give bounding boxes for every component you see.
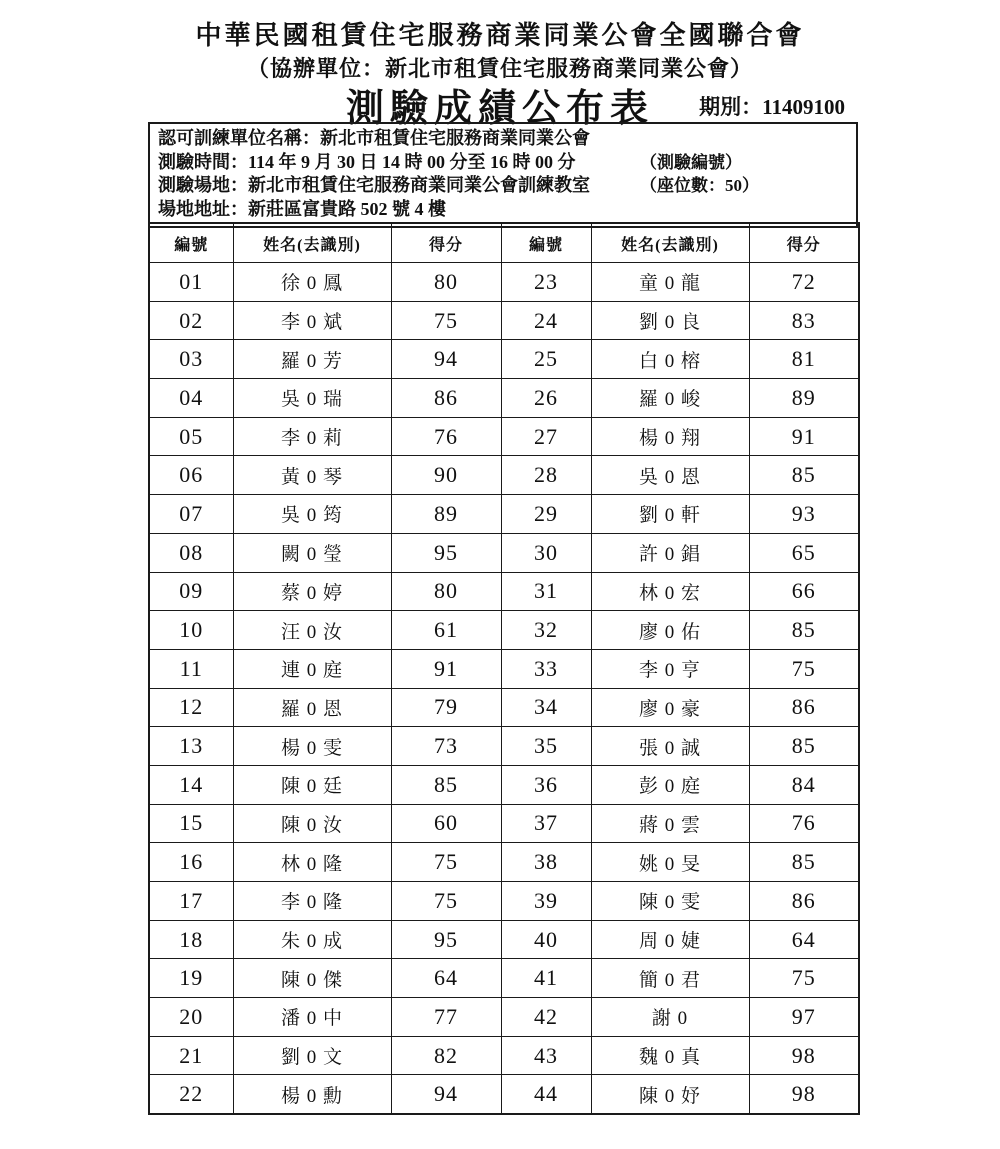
table-row	[149, 495, 859, 534]
table-row	[149, 611, 859, 650]
candidate-name-cell: 許 0 錩	[591, 533, 749, 572]
score-cell: 75	[749, 959, 859, 998]
candidate-name-cell: 簡 0 君	[591, 959, 749, 998]
score-cell: 66	[749, 572, 859, 611]
score-cell: 85	[749, 843, 859, 882]
candidate-name-cell: 白 0 榕	[591, 340, 749, 379]
info-training-unit: 認可訓練單位名稱：新北市租賃住宅服務商業同業公會	[158, 128, 590, 148]
exam-info-box	[148, 122, 858, 228]
candidate-number-cell: 29	[501, 495, 591, 534]
score-cell: 90	[391, 456, 501, 495]
candidate-number-cell: 42	[501, 998, 591, 1037]
table-row	[149, 417, 859, 456]
candidate-name-cell: 林 0 隆	[233, 843, 391, 882]
candidate-number-cell: 31	[501, 572, 591, 611]
table-row	[149, 882, 859, 921]
candidate-name-cell: 彭 0 庭	[591, 765, 749, 804]
period-label: 期別：11409100	[699, 95, 845, 120]
candidate-number-cell: 32	[501, 611, 591, 650]
candidate-name-cell: 楊 0 翔	[591, 417, 749, 456]
header-number-right: 編號	[501, 223, 591, 263]
candidate-name-cell: 連 0 庭	[233, 649, 391, 688]
exam-venue-text: 測驗場地：新北市租賃住宅服務商業同業公會訓練教室	[158, 175, 590, 195]
candidate-name-cell: 羅 0 峻	[591, 379, 749, 418]
candidate-name-cell: 魏 0 真	[591, 1036, 749, 1075]
candidate-name-cell: 陳 0 雯	[591, 882, 749, 921]
score-cell: 82	[391, 1036, 501, 1075]
score-cell: 76	[749, 804, 859, 843]
candidate-number-cell: 12	[149, 688, 233, 727]
seat-count-note: （座位數：50）	[640, 176, 759, 195]
table-row	[149, 263, 859, 302]
candidate-number-cell: 17	[149, 882, 233, 921]
candidate-number-cell: 05	[149, 417, 233, 456]
score-cell: 75	[391, 843, 501, 882]
score-cell: 80	[391, 572, 501, 611]
candidate-number-cell: 01	[149, 263, 233, 302]
document-title: 測驗成績公布表	[345, 88, 654, 131]
candidate-number-cell: 43	[501, 1036, 591, 1075]
info-exam-venue	[158, 174, 848, 198]
score-cell: 94	[391, 340, 501, 379]
candidate-number-cell: 18	[149, 920, 233, 959]
score-cell: 77	[391, 998, 501, 1037]
candidate-name-cell: 陳 0 廷	[233, 765, 391, 804]
candidate-number-cell: 15	[149, 804, 233, 843]
co-organizer-line: （協辦單位：新北市租賃住宅服務商業同業公會）	[246, 55, 753, 81]
score-cell: 85	[749, 727, 859, 766]
candidate-name-cell: 陳 0 汝	[233, 804, 391, 843]
candidate-name-cell: 廖 0 豪	[591, 688, 749, 727]
candidate-number-cell: 14	[149, 765, 233, 804]
candidate-number-cell: 11	[149, 649, 233, 688]
header-number-left: 編號	[149, 223, 233, 263]
candidate-number-cell: 36	[501, 765, 591, 804]
score-cell: 95	[391, 533, 501, 572]
score-cell: 75	[749, 649, 859, 688]
candidate-number-cell: 34	[501, 688, 591, 727]
table-row	[149, 533, 859, 572]
candidate-name-cell: 陳 0 妤	[591, 1075, 749, 1114]
document-header	[0, 0, 1000, 131]
score-cell: 79	[391, 688, 501, 727]
candidate-number-cell: 28	[501, 456, 591, 495]
candidate-number-cell: 16	[149, 843, 233, 882]
table-row	[149, 340, 859, 379]
candidate-number-cell: 19	[149, 959, 233, 998]
score-cell: 86	[391, 379, 501, 418]
candidate-name-cell: 羅 0 恩	[233, 688, 391, 727]
exam-number-note: （測驗編號）	[640, 152, 742, 172]
score-cell: 75	[391, 301, 501, 340]
candidate-number-cell: 03	[149, 340, 233, 379]
table-row	[149, 1036, 859, 1075]
table-row	[149, 1075, 859, 1114]
candidate-name-cell: 李 0 莉	[233, 417, 391, 456]
candidate-name-cell: 黃 0 琴	[233, 456, 391, 495]
candidate-number-cell: 37	[501, 804, 591, 843]
table-row	[149, 379, 859, 418]
score-cell: 93	[749, 495, 859, 534]
info-exam-time	[158, 151, 848, 175]
score-cell: 60	[391, 804, 501, 843]
candidate-number-cell: 22	[149, 1075, 233, 1114]
candidate-number-cell: 13	[149, 727, 233, 766]
table-row	[149, 649, 859, 688]
candidate-name-cell: 楊 0 勳	[233, 1075, 391, 1114]
score-cell: 86	[749, 882, 859, 921]
score-cell: 98	[749, 1075, 859, 1114]
score-cell: 85	[749, 456, 859, 495]
score-cell: 85	[391, 765, 501, 804]
score-cell: 73	[391, 727, 501, 766]
candidate-number-cell: 44	[501, 1075, 591, 1114]
score-cell: 72	[749, 263, 859, 302]
candidate-name-cell: 陳 0 傑	[233, 959, 391, 998]
candidate-number-cell: 38	[501, 843, 591, 882]
score-cell: 84	[749, 765, 859, 804]
candidate-name-cell: 闕 0 瑩	[233, 533, 391, 572]
score-cell: 83	[749, 301, 859, 340]
candidate-name-cell: 李 0 亨	[591, 649, 749, 688]
header-score-right: 得分	[749, 223, 859, 263]
candidate-name-cell: 李 0 隆	[233, 882, 391, 921]
score-cell: 64	[749, 920, 859, 959]
candidate-name-cell: 劉 0 良	[591, 301, 749, 340]
candidate-number-cell: 35	[501, 727, 591, 766]
score-cell: 91	[391, 649, 501, 688]
candidate-name-cell: 朱 0 成	[233, 920, 391, 959]
candidate-name-cell: 劉 0 文	[233, 1036, 391, 1075]
candidate-name-cell: 蔡 0 婷	[233, 572, 391, 611]
candidate-number-cell: 24	[501, 301, 591, 340]
candidate-name-cell: 吳 0 恩	[591, 456, 749, 495]
candidate-number-cell: 10	[149, 611, 233, 650]
score-cell: 89	[391, 495, 501, 534]
candidate-number-cell: 20	[149, 998, 233, 1037]
table-row	[149, 456, 859, 495]
table-row	[149, 688, 859, 727]
table-row	[149, 959, 859, 998]
title-row	[0, 83, 1000, 131]
candidate-name-cell: 徐 0 鳳	[233, 263, 391, 302]
candidate-name-cell: 謝 0	[591, 998, 749, 1037]
table-row	[149, 920, 859, 959]
header-score-left: 得分	[391, 223, 501, 263]
candidate-number-cell: 06	[149, 456, 233, 495]
score-cell: 95	[391, 920, 501, 959]
candidate-number-cell: 09	[149, 572, 233, 611]
candidate-number-cell: 21	[149, 1036, 233, 1075]
table-row	[149, 765, 859, 804]
candidate-name-cell: 楊 0 雯	[233, 727, 391, 766]
candidate-name-cell: 汪 0 汝	[233, 611, 391, 650]
table-row	[149, 804, 859, 843]
table-row	[149, 727, 859, 766]
table-row	[149, 301, 859, 340]
info-venue-address: 場地地址：新莊區富貴路 502 號 4 樓	[158, 198, 446, 219]
candidate-number-cell: 23	[501, 263, 591, 302]
organization-title: 中華民國租賃住宅服務商業同業公會全國聯合會	[195, 21, 805, 50]
candidate-name-cell: 吳 0 瑞	[233, 379, 391, 418]
score-cell: 81	[749, 340, 859, 379]
candidate-name-cell: 吳 0 筠	[233, 495, 391, 534]
candidate-number-cell: 04	[149, 379, 233, 418]
exam-time-text: 測驗時間：114 年 9 月 30 日 14 時 00 分至 16 時 00 分	[158, 151, 576, 172]
candidate-name-cell: 張 0 誠	[591, 727, 749, 766]
candidate-number-cell: 33	[501, 649, 591, 688]
table-row	[149, 843, 859, 882]
candidate-number-cell: 02	[149, 301, 233, 340]
candidate-number-cell: 41	[501, 959, 591, 998]
score-cell: 98	[749, 1036, 859, 1075]
candidate-name-cell: 童 0 龍	[591, 263, 749, 302]
candidate-name-cell: 劉 0 軒	[591, 495, 749, 534]
table-header-row	[149, 223, 859, 263]
candidate-number-cell: 25	[501, 340, 591, 379]
score-cell: 86	[749, 688, 859, 727]
candidate-number-cell: 39	[501, 882, 591, 921]
score-cell: 85	[749, 611, 859, 650]
score-cell: 65	[749, 533, 859, 572]
header-name-left: 姓名(去識別)	[233, 223, 391, 263]
score-cell: 91	[749, 417, 859, 456]
candidate-name-cell: 廖 0 佑	[591, 611, 749, 650]
score-cell: 76	[391, 417, 501, 456]
header-name-right: 姓名(去識別)	[591, 223, 749, 263]
candidate-number-cell: 07	[149, 495, 233, 534]
candidate-number-cell: 27	[501, 417, 591, 456]
score-cell: 64	[391, 959, 501, 998]
score-cell: 80	[391, 263, 501, 302]
score-cell: 61	[391, 611, 501, 650]
candidate-name-cell: 潘 0 中	[233, 998, 391, 1037]
candidate-name-cell: 周 0 婕	[591, 920, 749, 959]
score-cell: 97	[749, 998, 859, 1037]
candidate-name-cell: 羅 0 芳	[233, 340, 391, 379]
candidate-name-cell: 姚 0 旻	[591, 843, 749, 882]
score-table	[148, 222, 860, 1115]
score-cell: 94	[391, 1075, 501, 1114]
score-table-body	[149, 263, 859, 1115]
candidate-number-cell: 26	[501, 379, 591, 418]
candidate-name-cell: 林 0 宏	[591, 572, 749, 611]
candidate-name-cell: 李 0 斌	[233, 301, 391, 340]
score-cell: 89	[749, 379, 859, 418]
score-cell: 75	[391, 882, 501, 921]
candidate-number-cell: 40	[501, 920, 591, 959]
candidate-number-cell: 08	[149, 533, 233, 572]
candidate-number-cell: 30	[501, 533, 591, 572]
candidate-name-cell: 蔣 0 雲	[591, 804, 749, 843]
table-row	[149, 998, 859, 1037]
table-row	[149, 572, 859, 611]
